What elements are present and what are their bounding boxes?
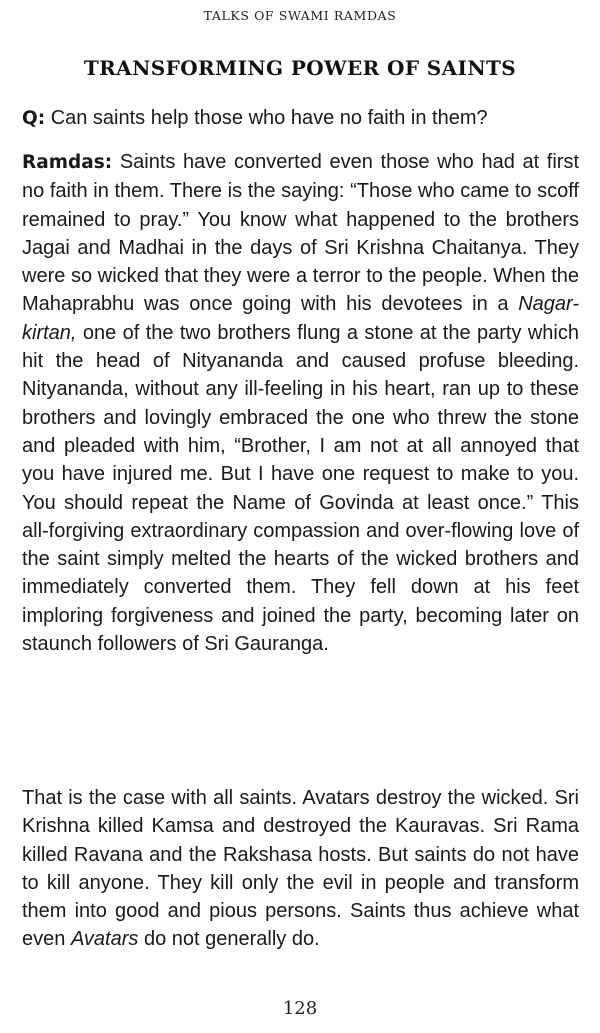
answer-text-1b: one of the two brothers flung a stone at the party which hit the head of Nityananda and caused profuse bleeding. Nityananda, without any ill-feeling in his heart, ran up to these brothers and lovingly embraced the one who threw the stone and pleaded with him, “Brother, I am not at all annoyed that you have injured me. But I have one request to make to you. You should repeat the Name of Govinda at least once.” This all-forgiving extraordinary compassion and over-flowing love of the saint simply melted the hearts of the wicked brothers and immediately converted them. They fell down at his feet imploring forgiveness and joined the party, becoming later on staunch followers of Sri Gauranga. bbox=[22, 321, 579, 656]
answer-text-1a: Saints have converted even those who had at first no faith in them. There is the saying: “Those who came to scoff remained to pray.” You know what happened to the brothers Jagai and Madhai in the days of Sri Krishna Chaitanya. They were so wicked that they were a terror to the people. When the Mahaprabhu was once going with his devotees in a bbox=[22, 151, 579, 316]
page-number: 128 bbox=[282, 998, 318, 1019]
question-speaker: Q: bbox=[22, 108, 46, 129]
answer-text-2b: do not generally do. bbox=[143, 928, 320, 951]
running-head: TALKS OF SWAMI RAMDAS bbox=[203, 8, 397, 23]
answer-speaker: Ramdas: bbox=[22, 152, 113, 173]
answer-text-2a: That is the case with all saints. Avatars destroy the wicked. Sri Krishna killed Kamsa and destroyed the Kauravas. Sri Rama killed Ravana and the Rakshasa hosts. But saints do not have to kill anyone. They kill only the evil in people and transform them into good and pious persons. Saints thus achieve what even bbox=[22, 787, 579, 951]
chapter-title: TRANSFORMING POWER OF SAINTS bbox=[83, 56, 517, 80]
term-nagar-kirtan: Nagar-kirtan, bbox=[22, 293, 579, 344]
question-text: Can saints help those who have no faith in them? bbox=[50, 107, 488, 129]
answer-paragraph-2 bbox=[22, 784, 579, 954]
question-paragraph bbox=[22, 104, 579, 133]
answer-paragraph-1 bbox=[22, 148, 579, 658]
term-avatars: Avatars bbox=[70, 928, 139, 951]
